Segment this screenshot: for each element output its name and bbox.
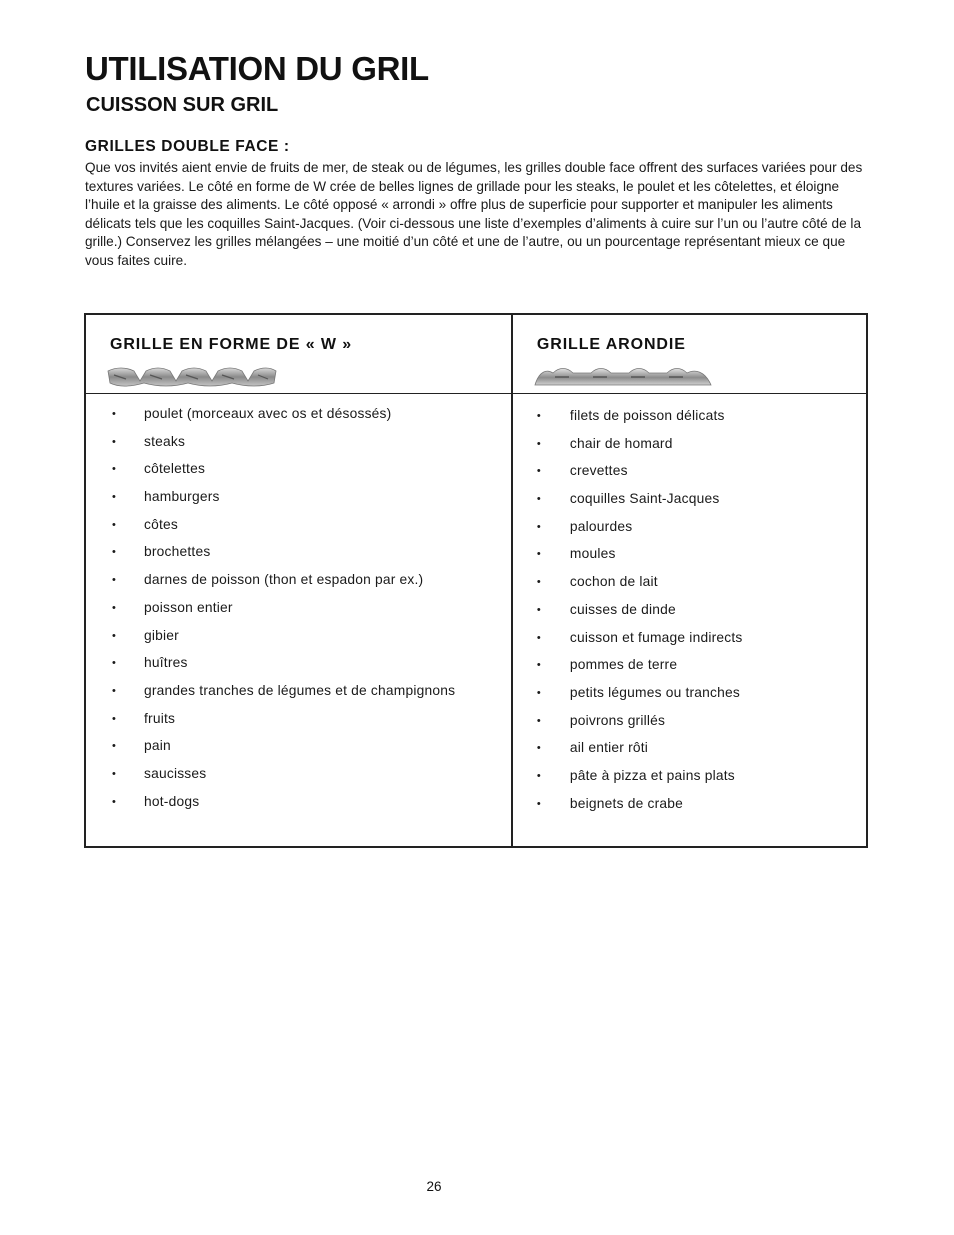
list-item <box>112 793 455 821</box>
bullet-icon: • <box>536 631 541 644</box>
list-item-label: cuisson et fumage indirects <box>569 629 743 645</box>
list-item-label: crevettes <box>569 463 628 479</box>
list-item-label: brochettes <box>144 544 211 560</box>
list-item <box>112 488 455 516</box>
list-item <box>537 462 743 490</box>
list-item-label: chair de homard <box>569 435 673 451</box>
list-item <box>112 516 455 544</box>
bullet-icon: • <box>536 797 541 810</box>
bullet-icon: • <box>536 410 541 422</box>
bullet-icon: • <box>112 767 117 780</box>
bullet-icon: • <box>536 520 541 533</box>
page-number: 26 <box>426 1179 442 1194</box>
list-item <box>112 405 455 433</box>
list-item <box>112 543 455 571</box>
list-item <box>112 433 455 461</box>
bullet-icon: • <box>536 742 541 755</box>
list-item-label: poisson entier <box>144 599 233 615</box>
list-item-label: cochon de lait <box>569 574 658 590</box>
bullet-icon: • <box>112 546 117 559</box>
round-grate-food-list <box>537 407 743 822</box>
bullet-icon: • <box>112 518 117 531</box>
list-item-label: fruits <box>144 710 176 726</box>
bullet-icon: • <box>536 714 541 727</box>
list-item-label: filets de poisson délicats <box>569 408 725 423</box>
list-item <box>537 684 743 712</box>
bullet-icon: • <box>112 601 117 614</box>
list-item <box>537 656 743 684</box>
list-item-label: poivrons grillés <box>569 712 666 728</box>
list-item-label: poulet (morceaux avec os et désossés) <box>144 406 392 421</box>
bullet-icon: • <box>536 548 541 561</box>
w-grate-title: GRILLE EN FORME DE « W » <box>110 336 353 353</box>
list-item-label: hamburgers <box>144 489 220 505</box>
list-item <box>537 490 743 518</box>
w-grate-column <box>86 315 513 846</box>
list-item <box>112 599 455 627</box>
round-grate-title: GRILLE ARONDIE <box>536 336 686 353</box>
page-title: UTILISATION DU GRIL <box>85 50 429 87</box>
bullet-icon: • <box>112 657 117 670</box>
list-item <box>537 573 743 601</box>
intro-paragraph: Que vos invités aient envie de fruits de mer, de steak ou de légumes, les grilles double face offrent des surfaces variées pour des textures variées. Le côté en forme de W crée de belles lignes de grillade pour les steaks, le poulet et les côtelettes, et éloigne l’huile et la graisse des aliments. Le côté opposé « arrondi » offre plus de superficie pour supporter et manipuler les aliments délicats tels que les coquilles Saint-Jacques. (Voir ci-dessous une liste d’exemples d’aliments à cuire sur l’un ou l’autre côté de la grille.) Conservez les grilles mélangées – une moitié d’un côté et une de l’autre, ou un pourcentage représentant mieux ce que vous faites cuire. <box>85 160 863 268</box>
list-item <box>537 407 743 435</box>
list-item <box>537 545 743 573</box>
list-item-label: moules <box>569 546 616 562</box>
list-item-label: petits légumes ou tranches <box>569 684 740 700</box>
list-item <box>112 737 455 765</box>
list-item-label: steaks <box>144 433 186 449</box>
bullet-icon: • <box>536 686 541 699</box>
w-grate-illustration <box>106 363 278 389</box>
list-item-label: darnes de poisson (thon et espadon par ex.) <box>144 572 424 588</box>
w-grate-food-list <box>112 405 455 820</box>
bullet-icon: • <box>536 603 541 616</box>
list-item <box>537 795 743 823</box>
list-item-label: grandes tranches de légumes et de champignons <box>144 682 456 698</box>
list-item <box>112 765 455 793</box>
section-heading: GRILLES DOUBLE FACE : <box>85 138 290 155</box>
list-item-label: saucisses <box>144 765 207 781</box>
list-item-label: pâte à pizza et pains plats <box>569 767 735 783</box>
bullet-icon: • <box>112 435 117 448</box>
list-item-label: côtelettes <box>144 461 206 477</box>
list-item-label: pommes de terre <box>569 657 678 673</box>
list-item <box>112 654 455 682</box>
list-item <box>537 739 743 767</box>
list-item-label: coquilles Saint-Jacques <box>569 491 720 507</box>
bullet-icon: • <box>536 465 541 478</box>
bullet-icon: • <box>112 491 117 504</box>
list-item-label: ail entier rôti <box>569 740 649 756</box>
round-grate-header <box>513 315 866 394</box>
bullet-icon: • <box>112 629 117 642</box>
bullet-icon: • <box>112 684 117 697</box>
list-item <box>537 601 743 629</box>
list-item <box>537 712 743 740</box>
list-item <box>112 571 455 599</box>
list-item <box>537 629 743 657</box>
bullet-icon: • <box>536 769 541 782</box>
list-item <box>112 460 455 488</box>
bullet-icon: • <box>112 408 117 420</box>
list-item <box>537 767 743 795</box>
list-item-label: gibier <box>144 627 179 643</box>
list-item <box>112 627 455 655</box>
list-item-label: côtes <box>144 516 178 532</box>
page-subtitle: CUISSON SUR GRIL <box>86 94 279 116</box>
bullet-icon: • <box>112 463 117 476</box>
bullet-icon: • <box>112 795 117 808</box>
bullet-icon: • <box>112 712 117 725</box>
round-grate-illustration <box>533 363 713 389</box>
list-item-label: cuisses de dinde <box>569 601 676 617</box>
list-item-label: hot-dogs <box>144 793 200 809</box>
bullet-icon: • <box>112 740 117 753</box>
list-item <box>537 518 743 546</box>
w-grate-header <box>86 315 511 394</box>
round-grate-column <box>513 315 866 846</box>
bullet-icon: • <box>536 659 541 672</box>
list-item-label: palourdes <box>569 518 633 534</box>
bullet-icon: • <box>536 437 541 450</box>
list-item-label: beignets de crabe <box>569 795 683 811</box>
list-item-label: huîtres <box>144 655 188 671</box>
bullet-icon: • <box>536 576 541 589</box>
grill-comparison-table <box>84 313 868 848</box>
list-item <box>537 435 743 463</box>
list-item <box>112 682 455 710</box>
bullet-icon: • <box>536 493 541 506</box>
bullet-icon: • <box>112 574 117 587</box>
list-item-label: pain <box>144 738 171 754</box>
list-item <box>112 710 455 738</box>
